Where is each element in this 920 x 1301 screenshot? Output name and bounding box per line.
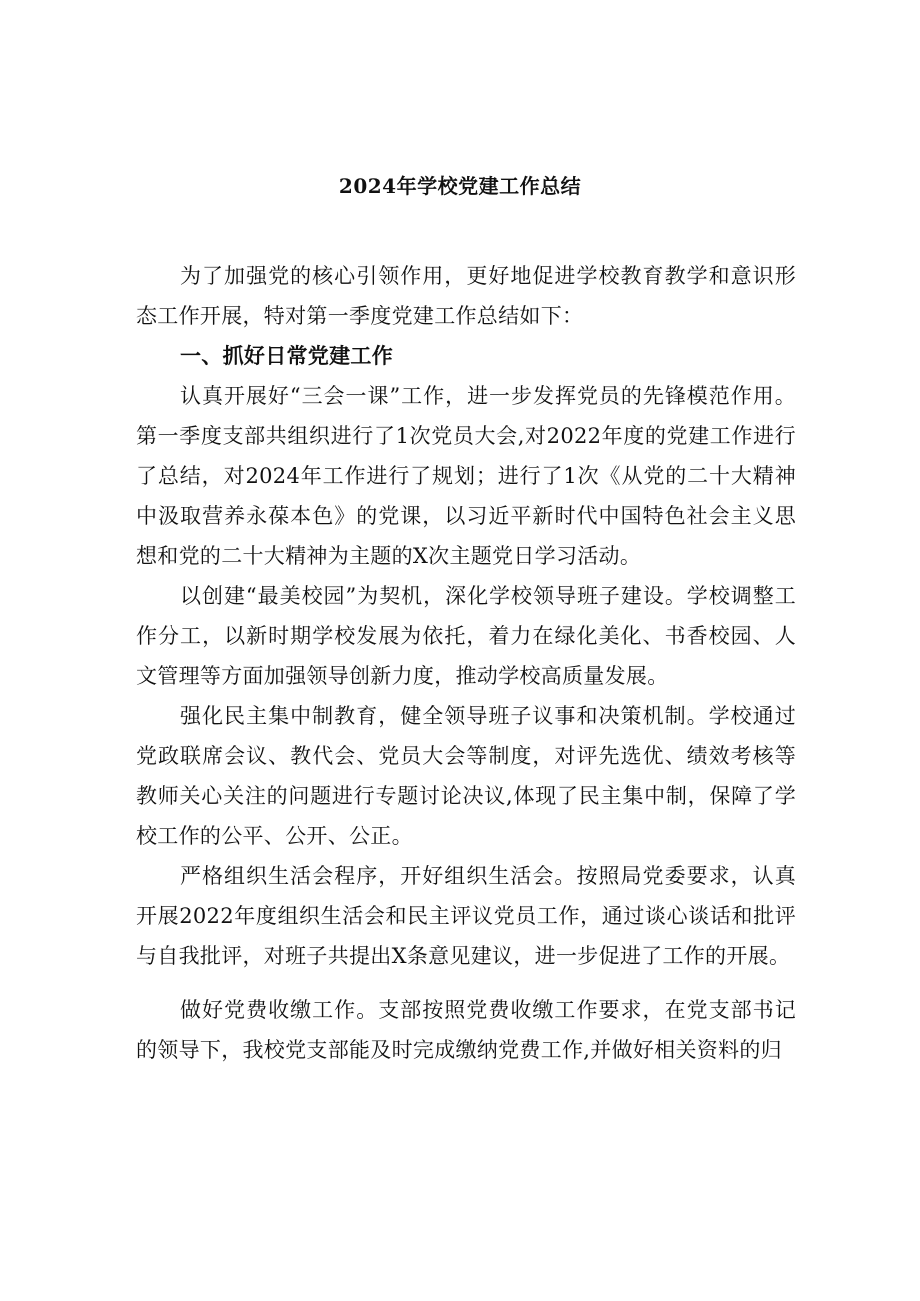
- document-title: 2024年学校党建工作总结: [338, 174, 582, 198]
- paragraph-organizational-life: 严格组织生活会程序，开好组织生活会。按照局党委要求，认真开展2022年度组织生活会和民主评议党员工作，通过谈心谈话和批评与自我批评，对班子共提出X条意见建议，进一步促进了工作的开展。: [136, 864, 796, 968]
- document-body: [136, 256, 796, 1070]
- paragraph-party-dues: 做好党费收缴工作。支部按照党费收缴工作要求，在党支部书记的领导下，我校党支部能及时完成缴纳党费工作,并做好相关资料的归: [136, 998, 796, 1062]
- paragraph-three-meetings: 认真开展好“三会一课”工作，进一步发挥党员的先锋模范作用。第一季度支部共组织进行了1次党员大会,对2022年度的党建工作进行了总结，对2024年工作进行了规划；进行了1次《从党的二十大精神中汲取营养永葆本色》的党课，以习近平新时代中国特色社会主义思想和党的二十大精神为主题的X次主题党日学习活动。: [136, 384, 796, 568]
- intro-paragraph: 为了加强党的核心引领作用，更好地促进学校教育教学和意识形态工作开展，特对第一季度党建工作总结如下：: [136, 264, 796, 328]
- paragraph-best-campus: 以创建“最美校园”为契机，深化学校领导班子建设。学校调整工作分工，以新时期学校发展为依托，着力在绿化美化、书香校园、人文管理等方面加强领导创新力度，推动学校高质量发展。: [136, 584, 796, 688]
- paragraph-spacer: [136, 976, 796, 990]
- section-heading: 一、抓好日常党建工作: [180, 343, 393, 368]
- paragraph-democratic-centralism: 强化民主集中制教育，健全领导班子议事和决策机制。学校通过党政联席会议、教代会、党员大会等制度，对评先选优、绩效考核等教师关心关注的问题进行专题讨论决议,体现了民主集中制，保障了学校工作的公平、公开、公正。: [136, 704, 796, 848]
